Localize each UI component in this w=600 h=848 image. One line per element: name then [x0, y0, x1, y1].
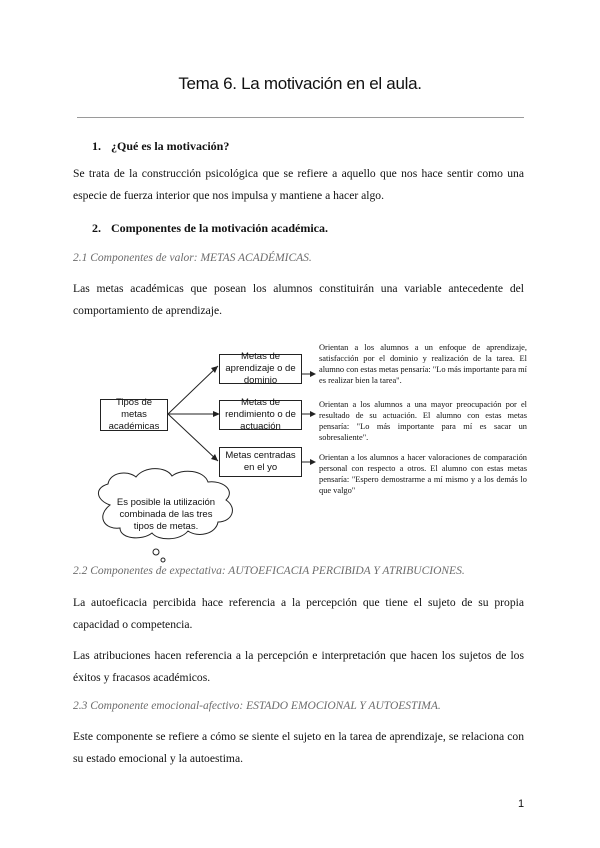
arrowhead — [310, 459, 316, 465]
paragraph-atribuciones: Las atribuciones hacen referencia a la percepción e interpretación que hacen los sujetos de los éxitos y fracasos académicos. — [73, 649, 524, 684]
section-number: 1. — [92, 139, 101, 153]
subsection-heading-2-2: 2.2 Componentes de expectativa: AUTOEFICACIA PERCIBIDA Y ATRIBUCIONES. — [73, 565, 465, 577]
section-number: 2. — [92, 221, 101, 235]
paragraph-emocional: Este componente se refiere a cómo se siente el sujeto en la tarea de aprendizaje, se relaciona con su estado emocional y la autoestima. — [73, 730, 524, 765]
cloud-text: Es posible la utilización combinada de las tres tipos de metas. — [116, 497, 216, 532]
arrowhead — [310, 371, 316, 377]
branch-box-performance: Metas de rendimiento o de actuación — [219, 400, 302, 430]
cloud-tail-bubble — [153, 549, 159, 555]
subsection-heading-2-3: 2.3 Componente emocional-afectivo: ESTADO EMOCIONAL Y AUTOESTIMA. — [73, 700, 441, 712]
root-box: Tipos de metas académicas — [100, 399, 168, 431]
connector-line — [168, 414, 218, 461]
paragraph-autoeficacia: La autoeficacia percibida hace referencia a la percepción que tiene el sujeto de su propia capacidad o competencia. — [73, 596, 524, 631]
connector-line — [168, 366, 218, 414]
page-number: 1 — [518, 798, 525, 810]
arrowhead — [310, 411, 316, 417]
page-title: Tema 6. La motivación en el aula. — [178, 74, 422, 93]
note-ego-goals: Orientan a los alumnos a hacer valoraciones de comparación personal con respecto a otros. El alumno con estas metas pensaría: "Espero demostrarme a mí mismo y a los demás lo que valgo" — [319, 453, 527, 495]
section-title: ¿Qué es la motivación? — [111, 139, 230, 153]
paragraph-definition: Se trata de la construcción psicológica que se refiere a aquello que nos hace sentir como una especie de fuerza interior que nos impulsa y mantiene a hacer algo. — [73, 167, 524, 202]
note-performance-goals: Orientan a los alumnos a una mayor preocupación por el resultado de su actuación. El alumno con estas metas pensaría: "Lo más importante para mí es sacar un sobresaliente". — [319, 400, 527, 442]
paragraph-metas: Las metas académicas que posean los alumnos constituirán una variable antecedente del comportamiento de aprendizaje. — [73, 282, 524, 317]
subsection-heading-2-1: 2.1 Componentes de valor: METAS ACADÉMICAS. — [73, 252, 312, 264]
branch-box-ego: Metas centradas en el yo — [219, 447, 302, 477]
cloud-tail-bubble — [161, 558, 165, 562]
note-learning-goals: Orientan a los alumnos a un enfoque de aprendizaje, satisfacción por el dominio y realización de la tarea. El alumno con estas metas pensaría: "Lo más importante para mí es realizar bien la tarea". — [319, 343, 527, 385]
branch-box-learning: Metas de aprendizaje o de dominio — [219, 354, 302, 384]
section-title: Componentes de la motivación académica. — [111, 221, 328, 235]
